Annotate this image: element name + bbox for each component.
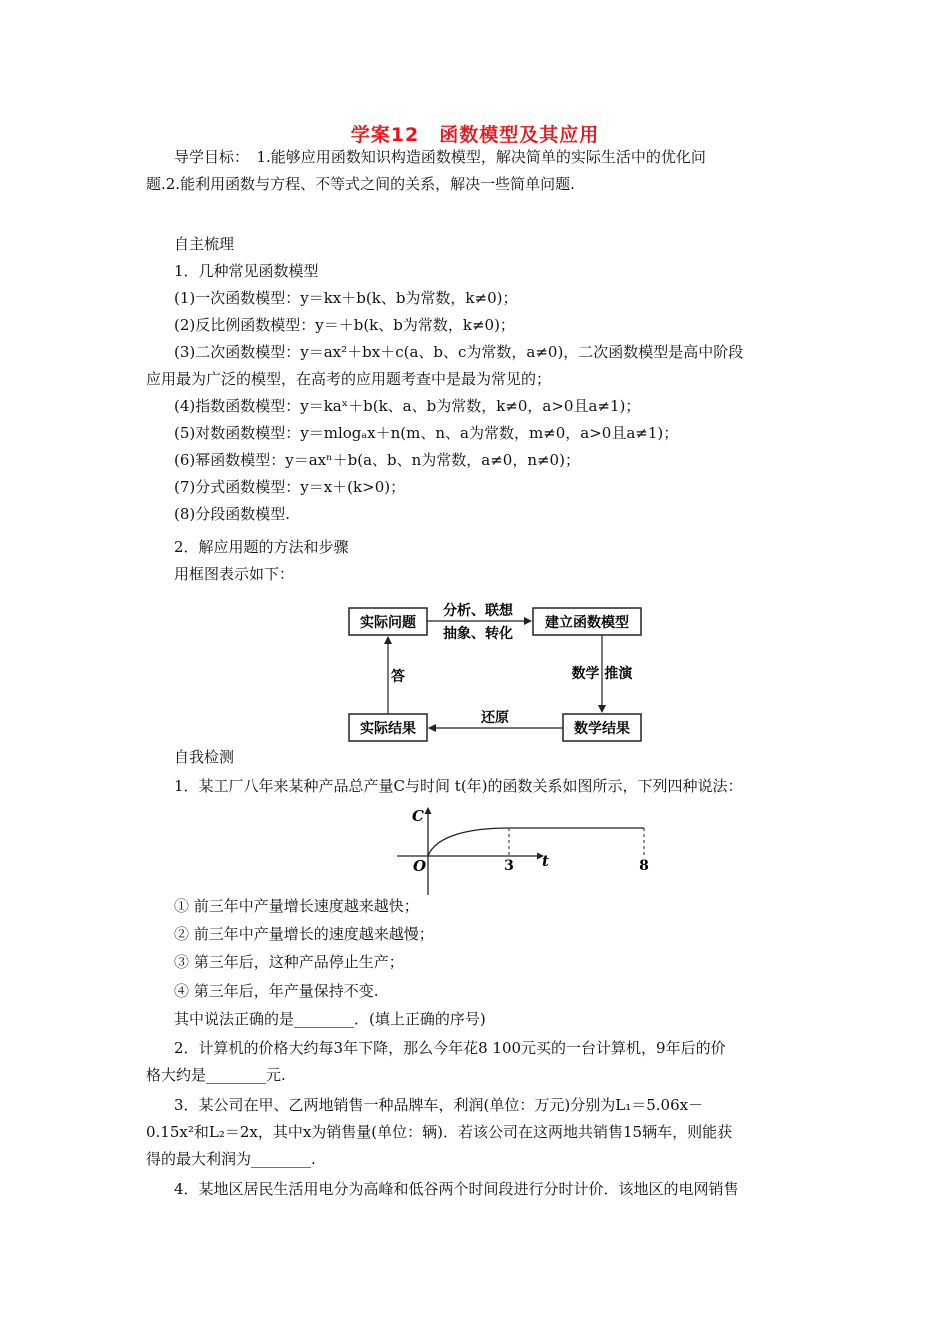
- sub-heading-function-models: 1．几种常见函数模型: [174, 262, 319, 280]
- sub-heading-method: 2．解应用题的方法和步骤: [174, 538, 349, 556]
- x-axis-label: t: [542, 852, 549, 870]
- model-item-3: (3)二次函数模型：y＝ax²＋bx＋c(a、b、c为常数，a≠0)，二次函数模型是高中阶段: [174, 343, 744, 361]
- question-3-line-3: 得的最大利润为________.: [146, 1150, 316, 1168]
- q1-option-1: ① 前三年中产量增长速度越来越快；: [174, 897, 419, 915]
- model-item-2: (2)反比例函数模型：y＝＋b(k、b为常数，k≠0)；: [174, 316, 515, 334]
- q1-option-4: ④ 第三年后，年产量保持不变.: [174, 982, 379, 1000]
- flow-arrow-derive-label: 数学 推演: [571, 666, 633, 682]
- section-heading-self-study: 自主梳理: [174, 235, 235, 253]
- flow-intro: 用框图表示如下：: [174, 565, 295, 583]
- question-3-line-1: 3．某公司在甲、乙两地销售一种品牌车，利润(单位：万元)分别为L₁＝5.06x－: [174, 1096, 704, 1114]
- question-3-line-2: 0.15x²和L₂＝2x，其中x为销售量(单位：辆)．若该公司在这两地共销售15辆车，则能获: [146, 1123, 733, 1141]
- flow-box-problem-label: 实际问题: [360, 615, 416, 631]
- objectives-line-2: 题.2.能利用函数与方程、不等式之间的关系，解决一些简单问题.: [146, 175, 575, 193]
- question-4-line-1: 4．某地区居民生活用电分为高峰和低谷两个时间段进行分时计价．该地区的电网销售: [174, 1180, 739, 1198]
- model-item-6: (6)幂函数模型：y＝axⁿ＋b(a、b、n为常数，a≠0，n≠0)；: [174, 451, 580, 469]
- origin-label: O: [413, 857, 427, 875]
- page-title: 学案12 函数模型及其应用: [350, 124, 600, 146]
- question-1: 1．某工厂八年来某种产品总产量C与时间 t(年)的函数关系如图所示，下列四种说法：: [174, 777, 743, 795]
- question-2-line-2: 格大约是________元.: [146, 1066, 286, 1084]
- model-item-8: (8)分段函数模型.: [174, 505, 291, 523]
- flow-arrow-analyze-label-1: 分析、联想: [443, 603, 513, 619]
- tick-label-3: 3: [504, 858, 514, 874]
- production-curve: [428, 828, 644, 856]
- y-axis-label: C: [412, 807, 424, 825]
- model-item-4: (4)指数函数模型：y＝kaˣ＋b(k、a、b为常数，k≠0，a>0且a≠1)；: [174, 397, 641, 415]
- flow-box-model-label: 建立函数模型: [545, 615, 629, 631]
- flow-box-math-result-label: 数学结果: [574, 721, 630, 737]
- model-item-1: (1)一次函数模型：y＝kx＋b(k、b为常数，k≠0)；: [174, 289, 518, 307]
- objectives-line-1: 导学目标： 1.能够应用函数知识构造函数模型，解决简单的实际生活中的优化问: [174, 148, 706, 166]
- q1-option-2: ② 前三年中产量增长的速度越来越慢；: [174, 925, 434, 943]
- q1-option-3: ③ 第三年后，这种产品停止生产；: [174, 953, 404, 971]
- tick-label-8: 8: [639, 858, 649, 874]
- q1-answer-prompt: 其中说法正确的是________．(填上正确的序号): [174, 1010, 486, 1028]
- flow-arrow-answer-label: 答: [391, 669, 405, 685]
- model-item-3-continued: 应用最为广泛的模型，在高考的应用题考查中是最为常见的；: [146, 370, 552, 388]
- flow-box-real-result-label: 实际结果: [360, 721, 416, 737]
- section-heading-self-test: 自我检测: [174, 748, 235, 766]
- model-item-5: (5)对数函数模型：y＝mlogₐx＋n(m、n、a为常数，m≠0，a>0且a≠1)；: [174, 424, 679, 442]
- flow-arrow-restore-label: 还原: [481, 710, 509, 726]
- model-item-7: (7)分式函数模型：y＝x＋(k>0)；: [174, 478, 406, 496]
- question-2-line-1: 2．计算机的价格大约每3年下降，那么今年花8 100元买的一台计算机，9年后的价: [174, 1039, 726, 1057]
- flow-arrow-analyze-label-2: 抽象、转化: [443, 626, 513, 642]
